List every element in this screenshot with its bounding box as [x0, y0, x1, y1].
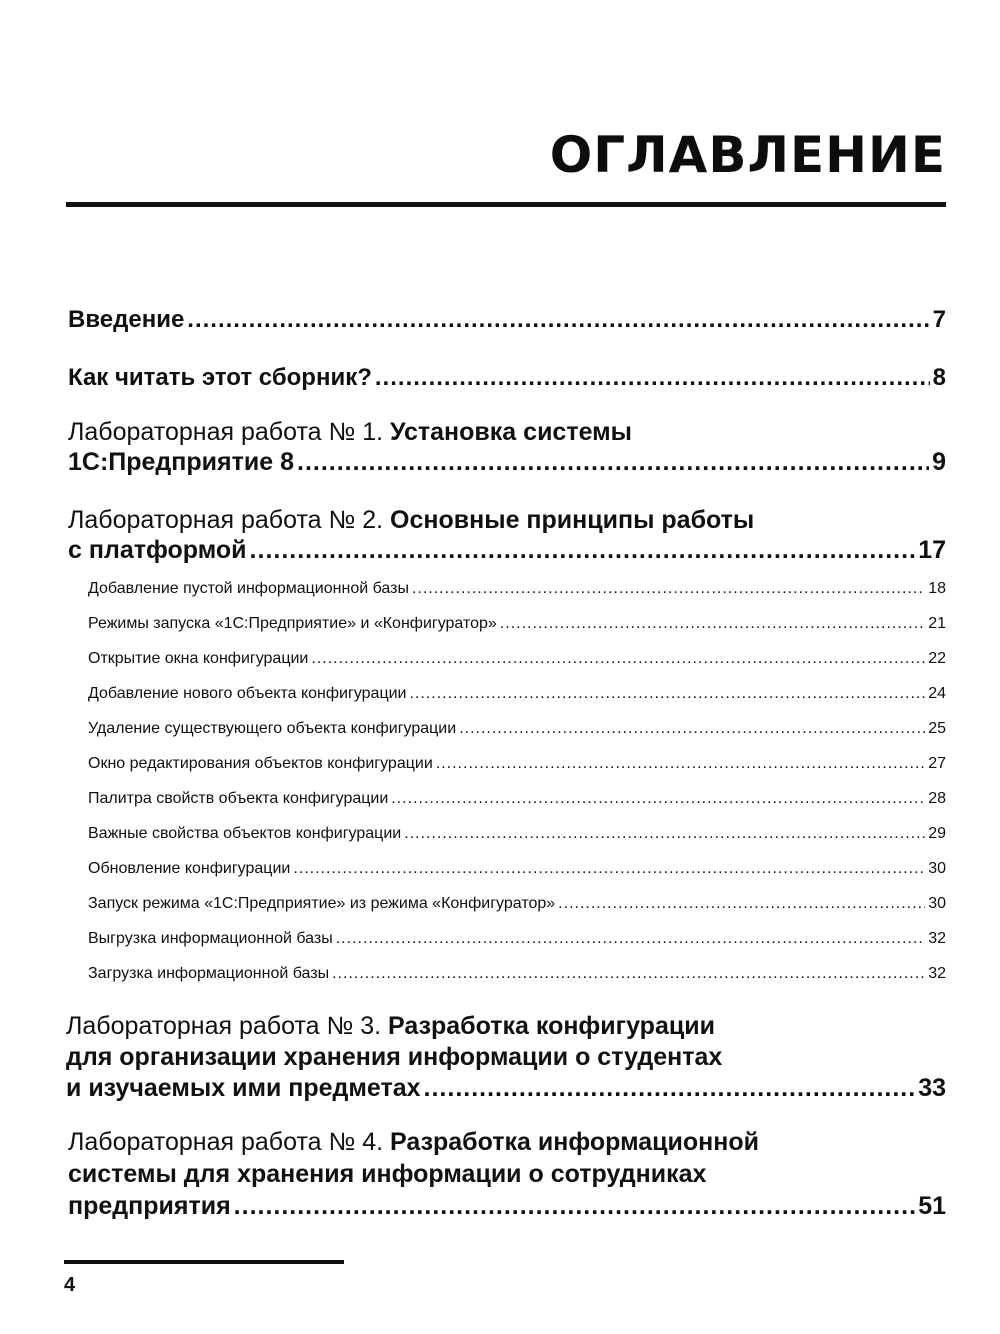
toc-page-number: 21 — [928, 615, 946, 632]
toc-entry-label: Запуск режима «1С:Предприятие» из режима «Конфигуратор» — [88, 895, 556, 912]
leader-dots — [558, 895, 925, 913]
toc-lab3-heading[interactable] — [66, 1012, 715, 1041]
toc-entry-label: Обновление конфигурации — [88, 860, 291, 877]
toc-entry-label: с платформой — [68, 536, 247, 564]
toc-page-number: 18 — [928, 580, 946, 597]
toc-entry-intro[interactable] — [68, 306, 946, 334]
lab-title: Основные принципы работы — [390, 506, 755, 534]
toc-page-number: 22 — [928, 650, 946, 667]
toc-subentry[interactable] — [88, 755, 946, 773]
toc-lab1-heading[interactable] — [68, 418, 632, 447]
toc-entry-label: Важные свойства объектов конфигурации — [88, 825, 402, 842]
leader-dots — [250, 536, 916, 565]
toc-entry-label: Режимы запуска «1С:Предприятие» и «Конфигуратор» — [88, 615, 497, 632]
toc-page-number: 7 — [932, 306, 946, 333]
toc-lab4-heading[interactable] — [68, 1128, 759, 1157]
toc-entry-label: Загрузка информационной базы — [88, 965, 330, 982]
lab-prefix: Лабораторная работа № 3. — [66, 1012, 382, 1040]
leader-dots — [234, 1192, 916, 1221]
footer-page-number: 4 — [64, 1274, 76, 1296]
toc-lab4-title-line2: системы для хранения информации о сотрудниках — [68, 1160, 707, 1188]
toc-entry-how-to-read[interactable] — [68, 364, 946, 392]
leader-dots — [187, 306, 929, 334]
lab-prefix: Лабораторная работа № 4. — [68, 1128, 384, 1156]
leader-dots — [336, 930, 926, 948]
toc-page-number: 29 — [928, 825, 946, 842]
toc-entry-label: Удаление существующего объекта конфигурации — [88, 720, 457, 737]
leader-dots — [404, 825, 925, 843]
toc-subentry[interactable] — [88, 825, 946, 843]
leader-dots — [293, 860, 925, 878]
toc-entry-lab3[interactable] — [66, 1074, 946, 1103]
toc-page-number: 32 — [928, 930, 946, 947]
toc-page-number: 27 — [928, 755, 946, 772]
toc-page-number: 24 — [928, 685, 946, 702]
toc-entry-label: Палитра свойств объекта конфигурации — [88, 790, 389, 807]
leader-dots — [311, 650, 925, 668]
toc-page-number: 17 — [918, 536, 946, 564]
toc-subentry[interactable] — [88, 860, 946, 878]
toc-entry-lab1[interactable] — [68, 448, 946, 477]
toc-subentry[interactable] — [88, 615, 946, 633]
leader-dots — [409, 685, 925, 703]
toc-entry-label: Выгрузка информационной базы — [88, 930, 333, 947]
toc-subentry[interactable] — [88, 895, 946, 913]
leader-dots — [391, 790, 925, 808]
toc-page-number: 33 — [918, 1074, 946, 1102]
leader-dots — [459, 720, 925, 738]
toc-page-number: 28 — [928, 790, 946, 807]
toc-subentry[interactable] — [88, 685, 946, 703]
toc-entry-label: Добавление нового объекта конфигурации — [88, 685, 407, 702]
footer-rule — [64, 1260, 344, 1264]
lab-title: Разработка информационной — [390, 1128, 760, 1156]
lab-title: Установка системы — [390, 418, 632, 446]
toc-entry-label: Окно редактирования объектов конфигурации — [88, 755, 433, 772]
title-underline — [66, 202, 946, 207]
toc-subentry[interactable] — [88, 965, 946, 983]
leader-dots — [412, 580, 925, 598]
toc-subentry[interactable] — [88, 720, 946, 738]
leader-dots — [332, 965, 925, 983]
toc-subentry[interactable] — [88, 790, 946, 808]
lab-prefix: Лабораторная работа № 1. — [68, 418, 384, 446]
toc-page-number: 32 — [928, 965, 946, 982]
leader-dots — [375, 364, 930, 392]
lab-prefix: Лабораторная работа № 2. — [68, 506, 384, 534]
toc-page-number: 51 — [918, 1192, 946, 1220]
toc-entry-label: 1С:Предприятие 8 — [68, 448, 294, 476]
toc-subentry[interactable] — [88, 930, 946, 948]
toc-entry-label: Введение — [68, 306, 185, 333]
toc-entry-label: предприятия — [68, 1192, 231, 1220]
toc-page-number: 8 — [932, 364, 946, 391]
toc-page-number: 9 — [932, 448, 946, 476]
toc-entry-label: и изучаемых ими предметах — [66, 1074, 421, 1102]
lab-title: Разработка конфигурации — [388, 1012, 715, 1040]
toc-entry-lab2[interactable] — [68, 536, 946, 565]
toc-page-number: 25 — [928, 720, 946, 737]
toc-page-number: 30 — [928, 860, 946, 877]
leader-dots — [436, 755, 925, 773]
toc-lab2-heading[interactable] — [68, 506, 754, 535]
toc-subentry[interactable] — [88, 650, 946, 668]
toc-page-number: 30 — [928, 895, 946, 912]
toc-entry-label: Добавление пустой информационной базы — [88, 580, 409, 597]
leader-dots — [500, 615, 925, 633]
toc-entry-lab4[interactable] — [68, 1192, 946, 1221]
toc-subentry[interactable] — [88, 580, 946, 598]
leader-dots — [297, 448, 929, 477]
toc-lab3-title-line2: для организации хранения информации о студентах — [66, 1043, 723, 1071]
toc-entry-label: Как читать этот сборник? — [68, 364, 372, 391]
page-title: ОГЛАВЛЕНИЕ — [549, 126, 946, 184]
leader-dots — [424, 1074, 916, 1103]
toc-entry-label: Открытие окна конфигурации — [88, 650, 309, 667]
